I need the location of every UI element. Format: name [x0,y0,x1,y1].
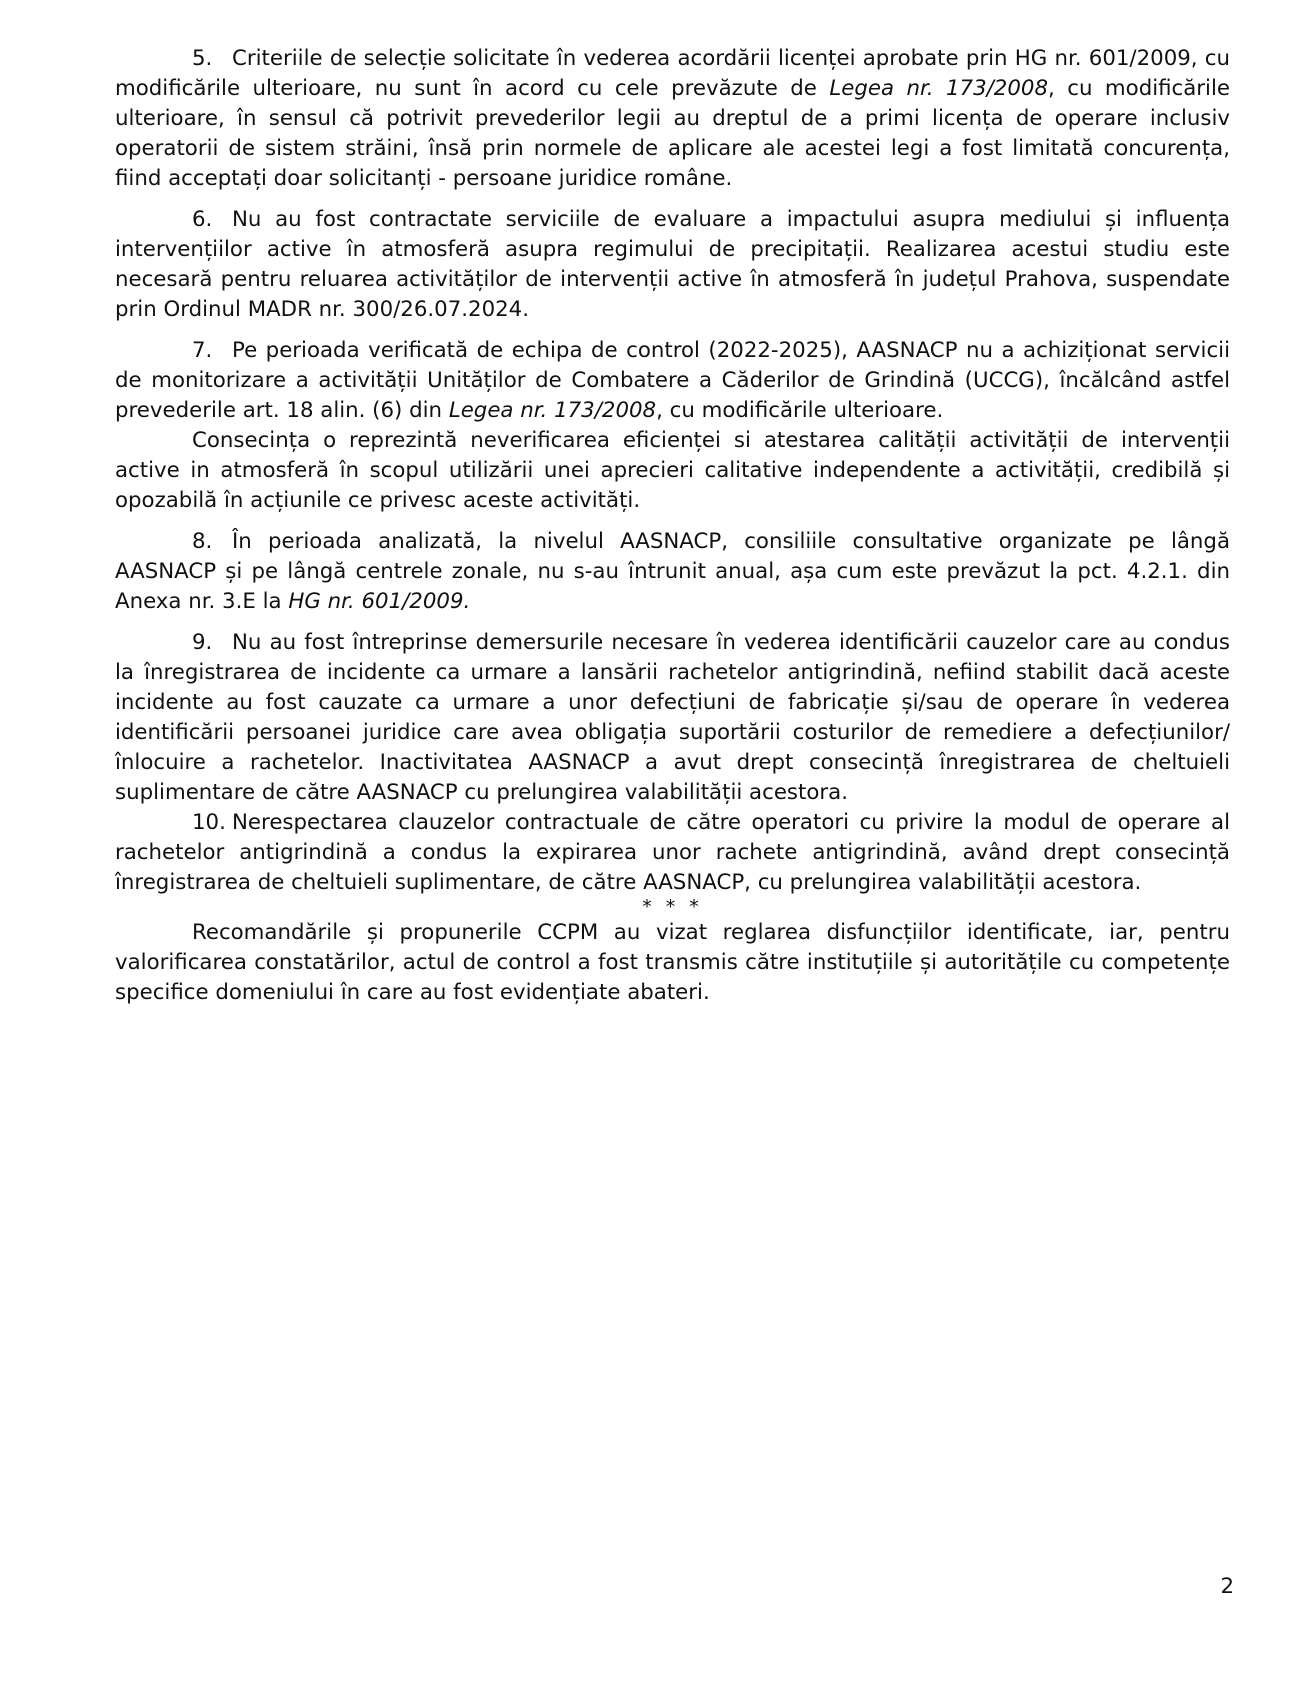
paragraph-text: Recomandările și propunerile CCPM au vizat reglarea disfuncțiilor identificate, iar, pentru valorificarea constatărilor, actul de control a fost transmis către instituțiile și autoritățile cu competențe specifice domeniului în care au fost evidențiate abateri. [115,920,1230,1005]
paragraph-7 [115,336,1230,426]
paragraph-text: Nu au fost contractate serviciile de evaluare a impactului asupra mediului și influența intervențiilor active în atmosferă asupra regimului de precipitații. Realizarea acestui studiu este necesară pentru reluarea activităților de intervenții active în atmosferă în județul Prahova, suspendate prin Ordinul MADR nr. 300/26.07.2024. [115,207,1230,322]
page-number: 2 [1220,1574,1234,1599]
law-reference: Legea nr. 173/2008 [448,398,657,423]
paragraph-9 [115,628,1230,808]
closing-paragraph [115,918,1230,1008]
paragraph-8 [115,527,1230,617]
paragraph-number: 5. [192,46,213,71]
paragraph-10 [115,808,1230,898]
paragraph-6 [115,205,1230,325]
law-reference: Legea nr. 173/2008 [829,76,1049,101]
document-body [115,44,1230,1008]
paragraph-text: În perioada analizată, la nivelul AASNACP, consiliile consultative organizate pe lângă AASNACP și pe lângă centrele zonale, nu s-au întrunit anual, așa cum este prevăzut la pct. 4.2.1. din Anexa nr. 3.E la [115,529,1230,614]
paragraph-text: Nerespectarea clauzelor contractuale de către operatori cu privire la modul de operare al rachetelor antigrindină a condus la expirarea unor rachete antigrindină, având drept consecință înregistrarea de cheltuieli suplimentare, de către AASNACP, cu prelungirea valabilității acestora. [115,810,1230,895]
paragraph-text: Criteriile de selecție solicitate în vederea acordării licenței aprobate prin HG nr. 601/2009, cu modificările ulterioare, nu sunt în acord cu cele prevăzute de [115,46,1230,101]
paragraph-number: 9. [192,630,213,655]
paragraph-7-consequence [115,426,1230,516]
law-reference: HG nr. 601/2009. [288,589,471,614]
paragraph-number: 10. [192,810,226,835]
paragraph-number: 8. [192,529,213,554]
paragraph-number: 7. [192,338,213,363]
paragraph-text: Nu au fost întreprinse demersurile necesare în vederea identificării cauzelor care au condus la înregistrarea de incidente ca urmare a lansării rachetelor antigrindină, nefiind stabilit dacă aceste incidente au fost cauzate ca urmare a unor defecțiuni de fabricație și/sau de operare în vederea identificării persoanei juridice care avea obligația suportării costurilor de remediere a defecțiunilor/înlocuire a rachetelor. Inactivitatea AASNACP a avut drept consecință înregistrarea de cheltuieli suplimentare de către AASNACP cu prelungirea valabilității acestora. [115,630,1230,805]
paragraph-text: , cu modificările ulterioare. [656,398,944,423]
paragraph-number: 6. [192,207,213,232]
paragraph-text: Pe perioada verificată de echipa de control (2022-2025), AASNACP nu a achiziționat servicii de monitorizare a activității Unităților de Combatere a Căderilor de Grindină (UCCG), încălcând astfel prevederile art. 18 alin. (6) din [115,338,1230,423]
paragraph-text: , cu modificările ulterioare, în sensul că potrivit prevederilor legii au dreptul de a primi licența de operare inclusiv operatorii de sistem străini, însă prin normele de aplicare ale acestei legi a fost limitată concurența, fiind acceptați doar solicitanți - persoane juridice române. [115,76,1230,191]
paragraph-text: Consecința o reprezintă neverificarea eficienței si atestarea calității activității de intervenții active in atmosferă în scopul utilizării unei aprecieri calitative independente a activității, credibilă și opozabilă în acțiunile ce privesc aceste activități. [115,428,1230,513]
section-separator: * * * [642,896,703,918]
paragraph-5 [115,44,1230,194]
